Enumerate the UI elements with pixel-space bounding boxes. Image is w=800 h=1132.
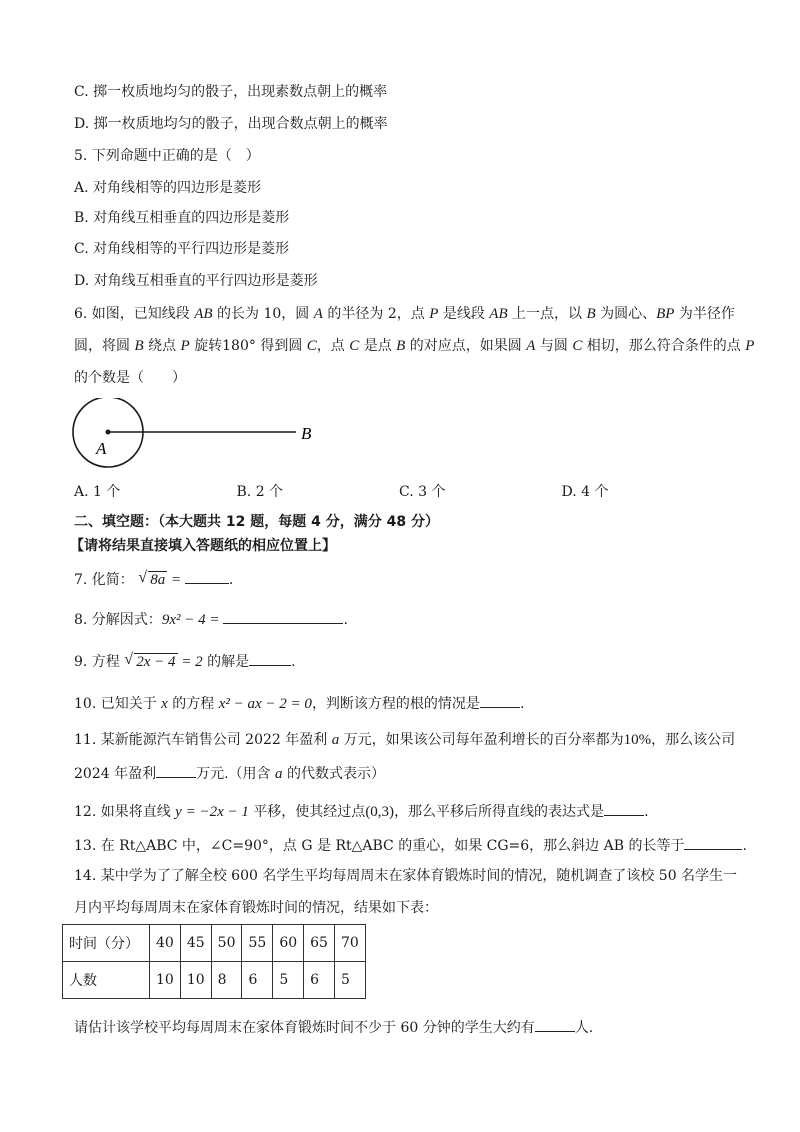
section-title: 二、填空题：（本大题共 12 题，每题 4 分，满分 48 分） xyxy=(74,514,439,530)
table-cell: 5 xyxy=(273,962,304,999)
table-cell: 65 xyxy=(304,925,335,962)
q6-option-c: C. 3 个 xyxy=(399,484,446,500)
question-14-line1: 14. 某中学为了了解全校 600 名学生平均每周周末在家体育锻炼时间的情况，随机调查了该校 50 名学生一 xyxy=(74,868,738,884)
label-b: B xyxy=(301,424,312,443)
table-cell: 10 xyxy=(180,962,211,999)
table-row xyxy=(63,925,366,962)
q6-options xyxy=(74,481,724,501)
q6-option-a: A. 1 个 xyxy=(74,484,121,500)
q7-radical: √ 8a xyxy=(138,569,166,588)
question-9: 9. 方程 √ 2x − 4 = 2 的解是 . xyxy=(74,651,296,670)
question-5: 5. 下列命题中正确的是（ ） xyxy=(74,148,260,164)
question-11-line2: 2024 年盈利 万元.（用含 a 的代数式表示） xyxy=(74,762,385,784)
question-11-line1: 11. 某新能源汽车销售公司 2022 年盈利 a 万元，如果该公司每年盈利增长的百分率都为10%，那么该公司 xyxy=(74,732,736,748)
table-cell: 60 xyxy=(273,925,304,962)
question-12: 12. 如果将直线 y = −2x − 1 平移，使其经过点(0,3)，那么平移后所得直线的表达式是 . xyxy=(74,800,649,822)
table-cell: 6 xyxy=(242,962,273,999)
table-cell: 40 xyxy=(150,925,181,962)
point-a xyxy=(106,430,111,435)
q7-answer-blank[interactable] xyxy=(185,568,229,584)
q11-answer-blank[interactable] xyxy=(156,762,196,778)
q6-option-b: B. 2 个 xyxy=(236,484,284,500)
question-10: 10. 已知关于 x 的方程 x² − ax − 2 = 0，判断该方程的根的情况是 . xyxy=(74,692,524,714)
q9-answer-blank[interactable] xyxy=(249,650,291,666)
q5-option-c: C. 对角线相等的平行四边形是菱形 xyxy=(74,241,290,257)
question-6-line3: 的个数是（ ） xyxy=(74,370,186,386)
q5-option-b: B. 对角线互相垂直的四边形是菱形 xyxy=(74,210,290,226)
q14-answer-blank[interactable] xyxy=(535,1016,575,1032)
q6-option-d: D. 4 个 xyxy=(561,484,609,500)
q6-figure xyxy=(60,398,330,474)
question-13: 13. 在 Rt△ABC 中，∠C=90°，点 G 是 Rt△ABC 的重心，如果 CG=6，那么斜边 AB 的长等于 . xyxy=(74,834,747,856)
table-row-head: 时间（分） xyxy=(63,925,150,962)
label-a: A xyxy=(96,439,107,458)
option-c-q4: C. 掷一枚质地均匀的骰子，出现素数点朝上的概率 xyxy=(74,84,388,100)
table-cell: 45 xyxy=(180,925,211,962)
q9-radical: √ 2x − 4 xyxy=(124,651,176,670)
question-6-line2: 圆，将圆 B 绕点 P 旋转180° 得到圆 C，点 C 是点 B 的对应点，如果圆 A 与圆 C 相切，那么符合条件的点 P xyxy=(74,338,755,354)
question-8: 8. 分解因式：9x² − 4 = . xyxy=(74,608,348,630)
table-cell: 50 xyxy=(211,925,242,962)
q14-table xyxy=(62,924,366,999)
question-6-line1: 6. 如图，已知线段 AB 的长为 10，圆 A 的半径为 2，点 P 是线段 AB 上一点，以 B 为圆心、BP 为半径作 xyxy=(74,306,735,322)
table-row-head: 人数 xyxy=(63,962,150,999)
table-cell: 70 xyxy=(334,925,365,962)
q5-option-d: D. 对角线互相垂直的平行四边形是菱形 xyxy=(74,273,318,289)
table-cell: 8 xyxy=(211,962,242,999)
table-cell: 55 xyxy=(242,925,273,962)
q5-option-a: A. 对角线相等的四边形是菱形 xyxy=(74,180,262,196)
question-14-line2: 月内平均每周周末在家体育锻炼时间的情况，结果如下表： xyxy=(74,900,438,916)
option-d-q4: D. 掷一枚质地均匀的骰子，出现合数点朝上的概率 xyxy=(74,116,388,132)
question-7: 7. 化简： √ 8a = . xyxy=(74,569,234,588)
section-instruction: 【请将结果直接填入答题纸的相应位置上】 xyxy=(70,538,336,554)
question-14-question: 请估计该学校平均每周周末在家体育锻炼时间不少于 60 分钟的学生大约有 人. xyxy=(74,1016,593,1038)
q8-answer-blank[interactable] xyxy=(223,608,343,624)
table-row xyxy=(63,962,366,999)
table-cell: 6 xyxy=(304,962,335,999)
q13-answer-blank[interactable] xyxy=(684,834,742,850)
table-cell: 5 xyxy=(334,962,365,999)
q10-answer-blank[interactable] xyxy=(480,692,520,708)
q12-answer-blank[interactable] xyxy=(604,800,644,816)
table-cell: 10 xyxy=(150,962,181,999)
